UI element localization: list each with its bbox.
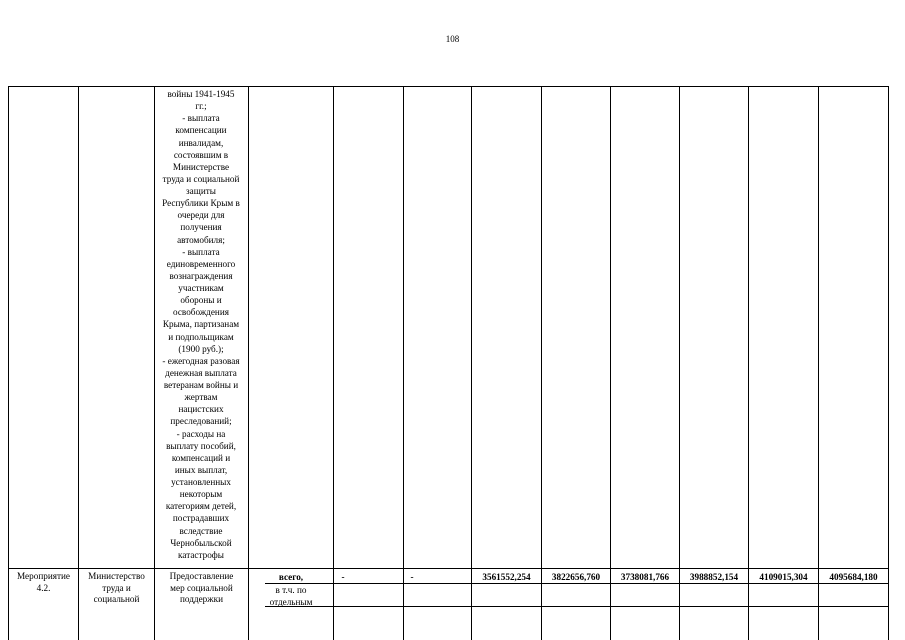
desc-line: Министерстве <box>172 161 230 172</box>
desc-line: труда и социальной <box>162 173 240 184</box>
desc-line: - выплата <box>182 113 220 124</box>
desc-line: иных выплат, <box>174 464 228 475</box>
desc-line: некоторым <box>179 489 223 500</box>
value-cell: 3988852,154 <box>689 572 739 582</box>
col-border <box>248 86 249 640</box>
desc-line: - расходы на <box>176 428 226 439</box>
desc-line: Крыма, партизанам <box>162 319 240 330</box>
desc-line: преследований; <box>170 416 232 427</box>
desc-line: выплату пособий, <box>166 440 236 451</box>
value-cell: 3561552,254 <box>482 572 531 582</box>
value-cell: 4109015,304 <box>759 572 808 582</box>
desc-line: Республики Крым в <box>162 198 240 209</box>
desc-line: жертвам <box>184 392 218 403</box>
col-border <box>748 86 749 640</box>
executor-cell <box>78 571 155 606</box>
description-line: поддержки <box>180 594 223 604</box>
col-border <box>471 86 472 640</box>
continued-description <box>155 88 247 561</box>
desc-line: вследствие <box>179 525 223 536</box>
desc-line: освобождения <box>173 307 229 318</box>
desc-line: ветеранам войны и <box>163 380 239 390</box>
desc-line: установленных <box>171 477 231 487</box>
description-line: Предоставление <box>169 571 234 581</box>
desc-line: (1900 руб.); <box>178 343 224 354</box>
desc-line: защиты <box>186 186 216 196</box>
subrow-divider <box>265 583 888 584</box>
desc-line: состоявшим в <box>173 149 229 160</box>
table-top-border <box>8 86 888 87</box>
col-border <box>679 86 680 640</box>
desc-line: пострадавших <box>172 513 230 524</box>
dash-cell: - <box>410 572 414 582</box>
desc-line: инвалидам, <box>178 137 224 148</box>
desc-line: компенсации <box>175 125 227 136</box>
desc-line: вознаграждения <box>169 270 233 281</box>
description-line: мер социальной <box>170 582 233 593</box>
page-number: 108 <box>445 34 460 44</box>
col-border <box>610 86 611 640</box>
desc-line: гг.; <box>195 101 207 112</box>
desc-line: - ежегодная разовая <box>162 355 240 366</box>
desc-line: денежная выплата <box>165 367 237 378</box>
desc-line: автомобиля; <box>177 234 225 245</box>
desc-line: участникам <box>178 283 224 293</box>
source-total: всего, <box>278 572 304 582</box>
measure-label: Мероприятие <box>17 571 70 581</box>
desc-line: - выплата <box>182 246 220 257</box>
col-border <box>78 86 79 640</box>
col-border <box>333 86 334 640</box>
col-border <box>888 86 889 640</box>
description-cell <box>154 571 249 606</box>
desc-line: и подпольщикам <box>168 331 234 342</box>
col-border <box>8 86 9 640</box>
desc-line: категориям детей, <box>165 501 237 512</box>
desc-line: войны 1941-1945 <box>167 89 235 99</box>
desc-line: нацистских <box>178 404 224 415</box>
desc-line: компенсаций и <box>171 452 231 463</box>
executor-line: Министерство <box>88 571 145 581</box>
desc-line: очереди для <box>177 210 225 221</box>
source-incl-cell <box>248 585 334 608</box>
dash-cell: - <box>341 572 345 582</box>
col-border <box>403 86 404 640</box>
source-incl-line: отдельным <box>269 596 313 607</box>
desc-line: катастрофы <box>178 549 224 560</box>
value-cell: 3822656,760 <box>551 572 601 582</box>
executor-line: социальной <box>93 594 140 604</box>
desc-line: обороны и <box>180 295 222 306</box>
row-divider <box>8 568 888 569</box>
executor-line: труда и <box>102 582 131 593</box>
desc-line: единовременного <box>166 258 236 269</box>
value-cell: 4095684,180 <box>829 572 878 582</box>
desc-line: получения <box>180 222 222 233</box>
col-border <box>818 86 819 640</box>
value-cell: 3738081,766 <box>620 572 670 582</box>
subrow-divider <box>265 606 888 607</box>
measure-number: 4.2. <box>36 582 51 593</box>
measure-cell <box>8 571 79 594</box>
col-border <box>541 86 542 640</box>
source-incl-line: в т.ч. по <box>275 585 307 595</box>
desc-line: Чернобыльской <box>170 537 232 548</box>
